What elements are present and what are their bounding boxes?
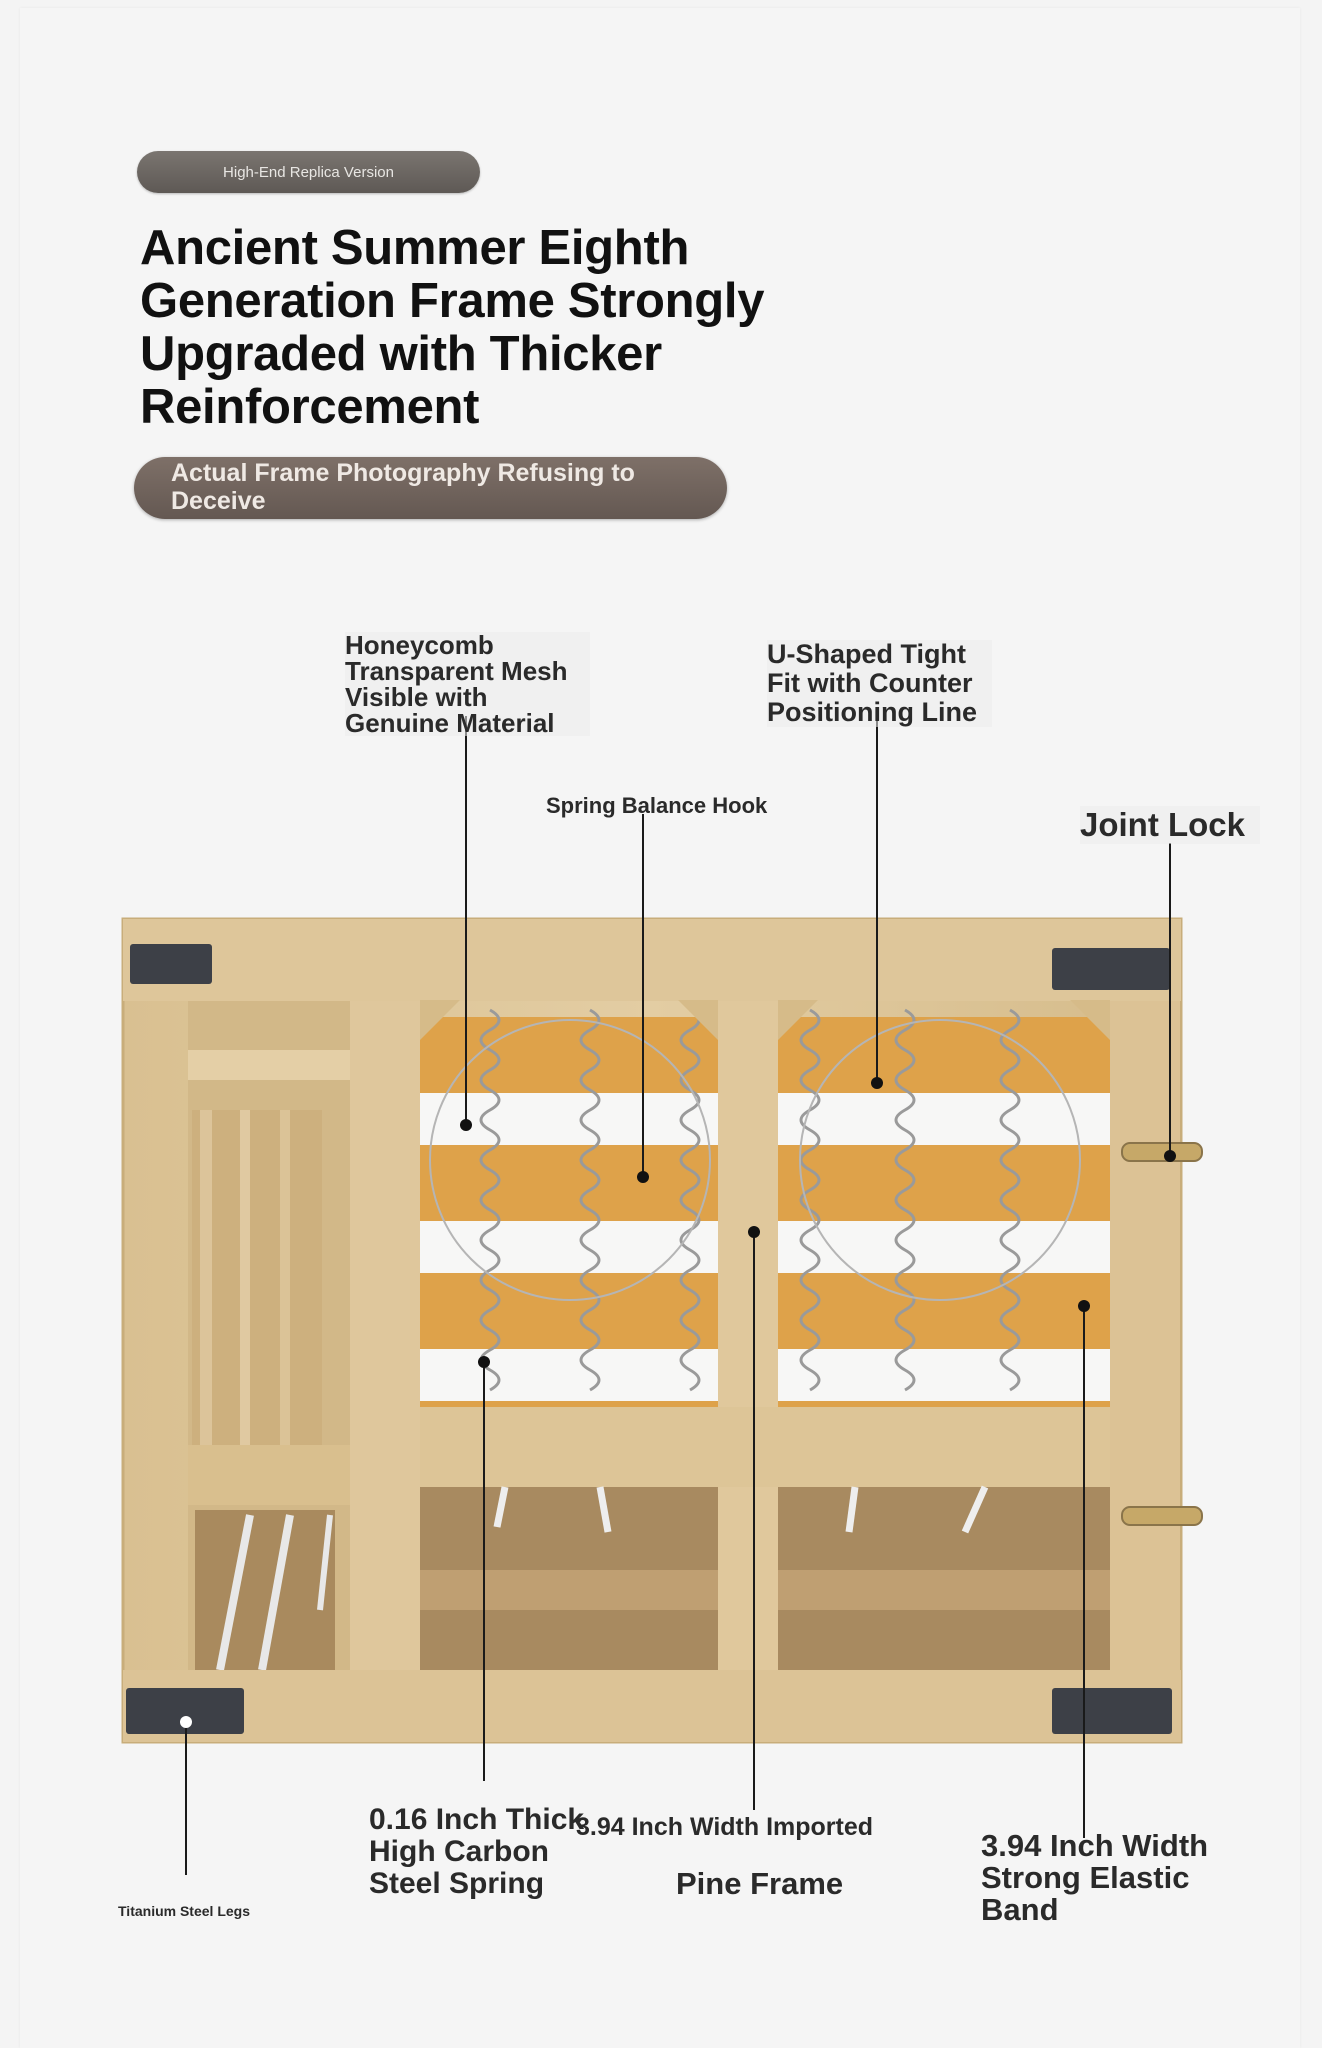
left-compartment [188, 1000, 350, 1680]
callout-spring-hook: Spring Balance Hook [546, 793, 768, 818]
center-post [718, 1000, 778, 1680]
left-post [350, 919, 420, 1742]
lower-cross-rail [420, 1407, 1110, 1487]
version-badge-text: High-End Replica Version [223, 163, 394, 181]
callout-pine-width: 3.94 Inch Width Imported [576, 1813, 874, 1841]
callout-legs: Titanium Steel Legs [118, 1903, 250, 1919]
bottom-rail [123, 1670, 1181, 1742]
subtitle-text: Actual Frame Photography Refusing to Deceive [171, 459, 635, 515]
callout-steel-spring: 0.16 Inch Thick High Carbon Steel Spring [369, 1803, 585, 1900]
headline: Ancient Summer Eighth Generation Frame Strongly Upgraded with Thicker Reinforcement [140, 221, 765, 434]
callout-pine-frame: Pine Frame [676, 1866, 844, 1901]
callout-elastic-band: 3.94 Inch Width Strong Elastic Band [981, 1828, 1209, 1927]
callout-honeycomb: Honeycomb Transparent Mesh Visible with Genuine Material [345, 632, 590, 736]
top-rail [123, 919, 1181, 1001]
callout-u-shaped: U-Shaped Tight Fit with Counter Positioning Line [767, 640, 992, 727]
legs-dot [180, 1716, 192, 1728]
callout-joint-lock: Joint Lock [1080, 806, 1260, 844]
